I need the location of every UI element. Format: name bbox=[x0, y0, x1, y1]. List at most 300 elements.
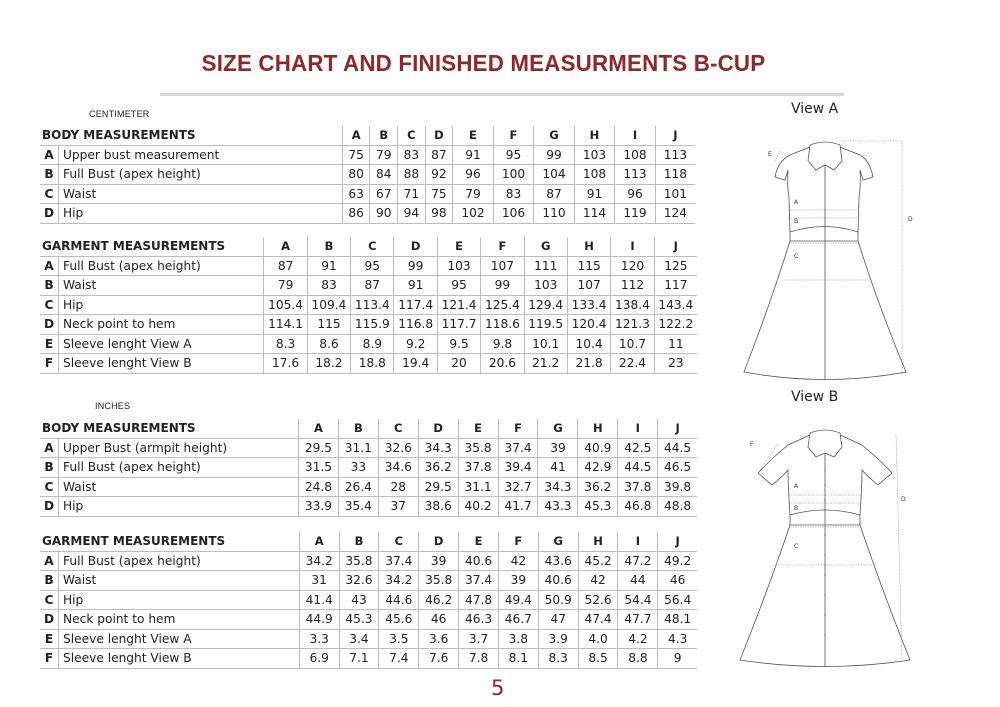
size-column-header: D bbox=[418, 419, 458, 438]
measurement-cell: 38.6 bbox=[418, 497, 458, 517]
size-column-header: F bbox=[498, 419, 538, 438]
row-label: Waist bbox=[59, 571, 300, 591]
measurement-cell: 47.8 bbox=[459, 590, 499, 610]
body-measurements-in-table bbox=[40, 419, 697, 517]
measurement-cell: 3.3 bbox=[299, 629, 339, 649]
size-column-header: D bbox=[394, 237, 437, 256]
row-label: Waist bbox=[59, 184, 343, 204]
measurement-cell: 7.1 bbox=[339, 649, 379, 669]
measurement-cell: 8.6 bbox=[307, 334, 350, 354]
measurement-cell: 95 bbox=[437, 276, 480, 296]
measurement-cell: 9 bbox=[658, 649, 697, 669]
measurement-cell: 143.4 bbox=[654, 295, 697, 315]
svg-text:B: B bbox=[794, 218, 799, 225]
measurement-cell: 118 bbox=[655, 165, 695, 185]
measurement-cell: 108 bbox=[574, 165, 615, 185]
measurement-cell: 18.8 bbox=[351, 354, 394, 374]
table-row bbox=[40, 334, 697, 354]
measurement-cell: 41 bbox=[538, 458, 578, 478]
measurement-cell: 103 bbox=[574, 145, 615, 165]
measurement-cell: 35.4 bbox=[338, 497, 378, 517]
row-code: B bbox=[40, 165, 59, 185]
measurement-cell: 45.6 bbox=[379, 610, 419, 630]
measurement-cell: 98 bbox=[425, 204, 453, 224]
table-row bbox=[40, 610, 697, 630]
section-heading: GARMENT MEASUREMENTS bbox=[40, 532, 299, 551]
measurement-cell: 79 bbox=[453, 184, 494, 204]
measurement-cell: 119 bbox=[615, 204, 656, 224]
row-code: D bbox=[40, 315, 59, 335]
measurement-cell: 31.1 bbox=[338, 438, 378, 458]
table-row bbox=[40, 315, 697, 335]
measurement-cell: 42 bbox=[498, 551, 538, 571]
measurement-cell: 138.4 bbox=[611, 295, 654, 315]
measurement-cell: 95 bbox=[493, 145, 534, 165]
measurement-cell: 7.8 bbox=[459, 649, 499, 669]
measurement-cell: 103 bbox=[437, 256, 480, 276]
measurement-cell: 4.2 bbox=[618, 629, 658, 649]
measurement-cell: 6.9 bbox=[299, 649, 339, 669]
measurement-cell: 110 bbox=[534, 204, 575, 224]
row-label: Sleeve lenght View B bbox=[59, 354, 264, 374]
measurement-cell: 46.8 bbox=[618, 497, 658, 517]
measurement-cell: 75 bbox=[425, 184, 453, 204]
table-header-row bbox=[40, 532, 697, 551]
measurement-cell: 21.2 bbox=[524, 354, 567, 374]
measurement-cell: 56.4 bbox=[658, 590, 697, 610]
measurement-cell: 32.7 bbox=[498, 477, 538, 497]
size-column-header: I bbox=[615, 126, 656, 145]
measurement-cell: 18.2 bbox=[307, 354, 350, 374]
measurement-cell: 33.9 bbox=[298, 497, 338, 517]
measurement-cell: 83 bbox=[307, 276, 350, 296]
measurement-cell: 87 bbox=[264, 256, 307, 276]
size-column-header: J bbox=[658, 532, 697, 551]
row-label: Hip bbox=[59, 204, 343, 224]
measurement-cell: 88 bbox=[398, 165, 426, 185]
row-label: Neck point to hem bbox=[59, 315, 264, 335]
size-column-header: C bbox=[398, 126, 426, 145]
measurement-cell: 34.3 bbox=[538, 477, 578, 497]
size-column-header: I bbox=[611, 237, 654, 256]
measurement-cell: 113 bbox=[655, 145, 695, 165]
row-code: F bbox=[40, 649, 59, 669]
size-column-header: B bbox=[370, 126, 398, 145]
measurement-cell: 26.4 bbox=[338, 477, 378, 497]
measurement-cell: 91 bbox=[453, 145, 494, 165]
dress-view-b-diagram bbox=[730, 415, 920, 670]
measurement-cell: 40.9 bbox=[578, 438, 618, 458]
measurement-cell: 99 bbox=[534, 145, 575, 165]
table-row bbox=[40, 184, 695, 204]
size-column-header: J bbox=[655, 126, 695, 145]
measurement-cell: 115 bbox=[567, 256, 610, 276]
measurement-cell: 129.4 bbox=[524, 295, 567, 315]
row-label: Full Bust (apex height) bbox=[59, 551, 300, 571]
measurement-cell: 122.2 bbox=[654, 315, 697, 335]
table-row bbox=[40, 438, 697, 458]
measurement-cell: 120 bbox=[611, 256, 654, 276]
measurement-cell: 95 bbox=[351, 256, 394, 276]
measurement-cell: 36.2 bbox=[578, 477, 618, 497]
measurement-cell: 44.6 bbox=[379, 590, 419, 610]
row-label: Sleeve lenght View B bbox=[59, 649, 300, 669]
measurement-cell: 3.4 bbox=[339, 629, 379, 649]
svg-text:D: D bbox=[908, 216, 913, 223]
row-code: D bbox=[40, 497, 59, 517]
row-code: E bbox=[40, 334, 59, 354]
size-column-header: I bbox=[618, 419, 658, 438]
table-row bbox=[40, 458, 697, 478]
row-label: Hip bbox=[59, 590, 300, 610]
measurement-cell: 46.7 bbox=[498, 610, 538, 630]
table-row bbox=[40, 256, 697, 276]
measurement-cell: 121.3 bbox=[611, 315, 654, 335]
measurement-cell: 35.8 bbox=[458, 438, 498, 458]
size-column-header: B bbox=[307, 237, 350, 256]
measurement-cell: 114.1 bbox=[264, 315, 307, 335]
measurement-cell: 8.3 bbox=[264, 334, 307, 354]
garment-measurements-in-table bbox=[40, 532, 697, 669]
view-a-label: View A bbox=[791, 101, 839, 117]
measurement-cell: 84 bbox=[370, 165, 398, 185]
measurement-cell: 3.9 bbox=[538, 629, 578, 649]
measurement-cell: 35.8 bbox=[419, 571, 459, 591]
row-code: B bbox=[40, 276, 59, 296]
measurement-cell: 47.4 bbox=[578, 610, 618, 630]
measurement-cell: 3.7 bbox=[459, 629, 499, 649]
measurement-cell: 31.5 bbox=[298, 458, 338, 478]
measurement-cell: 43.6 bbox=[538, 551, 578, 571]
measurement-cell: 40.2 bbox=[458, 497, 498, 517]
measurement-cell: 101 bbox=[655, 184, 695, 204]
row-label: Full Bust (apex height) bbox=[59, 458, 299, 478]
row-label: Hip bbox=[59, 497, 299, 517]
svg-text:A: A bbox=[794, 199, 799, 206]
measurement-cell: 22.4 bbox=[611, 354, 654, 374]
section-heading: BODY MEASUREMENTS bbox=[40, 126, 342, 145]
measurement-cell: 99 bbox=[481, 276, 524, 296]
measurement-cell: 45.2 bbox=[578, 551, 618, 571]
size-column-header: C bbox=[379, 532, 419, 551]
svg-text:F: F bbox=[750, 441, 754, 448]
table-row bbox=[40, 354, 697, 374]
svg-text:B: B bbox=[794, 505, 799, 512]
measurement-cell: 116.8 bbox=[394, 315, 437, 335]
measurement-cell: 31 bbox=[299, 571, 339, 591]
size-column-header: E bbox=[458, 419, 498, 438]
measurement-cell: 20.6 bbox=[481, 354, 524, 374]
measurement-cell: 117.4 bbox=[394, 295, 437, 315]
measurement-cell: 44 bbox=[618, 571, 658, 591]
table-row bbox=[40, 165, 695, 185]
row-label: Full Bust (apex height) bbox=[59, 165, 343, 185]
row-code: B bbox=[40, 571, 59, 591]
measurement-cell: 29.5 bbox=[418, 477, 458, 497]
measurement-cell: 33 bbox=[338, 458, 378, 478]
measurement-cell: 118.6 bbox=[481, 315, 524, 335]
row-label: Sleeve lenght View A bbox=[59, 334, 264, 354]
measurement-cell: 87 bbox=[425, 145, 453, 165]
measurement-cell: 49.4 bbox=[498, 590, 538, 610]
measurement-cell: 44.9 bbox=[299, 610, 339, 630]
measurement-cell: 109.4 bbox=[307, 295, 350, 315]
measurement-cell: 117.7 bbox=[437, 315, 480, 335]
measurement-cell: 86 bbox=[342, 204, 370, 224]
svg-text:C: C bbox=[794, 543, 799, 550]
marker-e: E bbox=[768, 151, 772, 158]
svg-text:C: C bbox=[794, 253, 799, 260]
measurement-cell: 42 bbox=[578, 571, 618, 591]
row-label: Sleeve lenght View A bbox=[59, 629, 300, 649]
row-label: Upper Bust (armpit height) bbox=[59, 438, 299, 458]
measurement-cell: 119.5 bbox=[524, 315, 567, 335]
size-column-header: B bbox=[338, 419, 378, 438]
svg-text:A: A bbox=[794, 483, 799, 490]
measurement-cell: 121.4 bbox=[437, 295, 480, 315]
table-row bbox=[40, 204, 695, 224]
measurement-cell: 111 bbox=[524, 256, 567, 276]
measurement-cell: 113.4 bbox=[351, 295, 394, 315]
row-code: C bbox=[40, 590, 59, 610]
measurement-cell: 87 bbox=[534, 184, 575, 204]
measurement-cell: 37.4 bbox=[498, 438, 538, 458]
measurement-cell: 46.5 bbox=[658, 458, 697, 478]
measurement-cell: 115 bbox=[307, 315, 350, 335]
size-column-header: E bbox=[437, 237, 480, 256]
measurement-cell: 45.3 bbox=[578, 497, 618, 517]
measurement-cell: 4.3 bbox=[658, 629, 697, 649]
table-row bbox=[40, 590, 697, 610]
size-column-header: J bbox=[658, 419, 697, 438]
table-row bbox=[40, 551, 697, 571]
measurement-cell: 8.5 bbox=[578, 649, 618, 669]
measurement-cell: 19.4 bbox=[394, 354, 437, 374]
measurement-cell: 103 bbox=[524, 276, 567, 296]
row-code: B bbox=[40, 458, 59, 478]
row-code: A bbox=[40, 145, 59, 165]
measurement-cell: 37.4 bbox=[459, 571, 499, 591]
measurement-cell: 79 bbox=[370, 145, 398, 165]
measurement-cell: 32.6 bbox=[339, 571, 379, 591]
measurement-cell: 41.4 bbox=[299, 590, 339, 610]
measurement-cell: 80 bbox=[342, 165, 370, 185]
measurement-cell: 10.1 bbox=[524, 334, 567, 354]
measurement-cell: 40.6 bbox=[538, 571, 578, 591]
row-code: E bbox=[40, 629, 59, 649]
measurement-cell: 125.4 bbox=[481, 295, 524, 315]
measurement-cell: 44.5 bbox=[658, 438, 697, 458]
measurement-cell: 120.4 bbox=[567, 315, 610, 335]
size-column-header: A bbox=[264, 237, 307, 256]
page-number: 5 bbox=[491, 676, 505, 700]
measurement-cell: 49.2 bbox=[658, 551, 697, 571]
measurement-cell: 3.8 bbox=[498, 629, 538, 649]
table-header-row bbox=[40, 419, 697, 438]
measurement-cell: 10.7 bbox=[611, 334, 654, 354]
measurement-cell: 45.3 bbox=[339, 610, 379, 630]
table-header-row bbox=[40, 237, 697, 256]
title-divider bbox=[160, 93, 844, 96]
measurement-cell: 124 bbox=[655, 204, 695, 224]
measurement-cell: 104 bbox=[534, 165, 575, 185]
measurement-cell: 91 bbox=[307, 256, 350, 276]
measurement-cell: 46.3 bbox=[459, 610, 499, 630]
measurement-cell: 10.4 bbox=[567, 334, 610, 354]
measurement-cell: 107 bbox=[567, 276, 610, 296]
measurement-cell: 8.1 bbox=[498, 649, 538, 669]
measurement-cell: 9.5 bbox=[437, 334, 480, 354]
measurement-cell: 63 bbox=[342, 184, 370, 204]
measurement-cell: 42.5 bbox=[618, 438, 658, 458]
size-column-header: E bbox=[453, 126, 494, 145]
measurement-cell: 43.3 bbox=[538, 497, 578, 517]
measurement-cell: 23 bbox=[654, 354, 697, 374]
measurement-cell: 47.2 bbox=[618, 551, 658, 571]
unit-label-inches: INCHES bbox=[95, 401, 131, 411]
measurement-cell: 37.8 bbox=[618, 477, 658, 497]
measurement-cell: 42.9 bbox=[578, 458, 618, 478]
measurement-cell: 83 bbox=[493, 184, 534, 204]
measurement-cell: 46 bbox=[419, 610, 459, 630]
measurement-cell: 105.4 bbox=[264, 295, 307, 315]
row-code: A bbox=[40, 438, 59, 458]
measurement-cell: 31.1 bbox=[458, 477, 498, 497]
view-b-label: View B bbox=[791, 389, 839, 405]
unit-label-centimeter: CENTIMETER bbox=[89, 109, 150, 119]
measurement-cell: 34.2 bbox=[379, 571, 419, 591]
measurement-cell: 83 bbox=[398, 145, 426, 165]
row-label: Full Bust (apex height) bbox=[59, 256, 264, 276]
measurement-cell: 36.2 bbox=[418, 458, 458, 478]
measurement-cell: 99 bbox=[394, 256, 437, 276]
measurement-cell: 9.2 bbox=[394, 334, 437, 354]
size-column-header: A bbox=[298, 419, 338, 438]
measurement-cell: 39 bbox=[538, 438, 578, 458]
measurement-cell: 24.8 bbox=[298, 477, 338, 497]
size-column-header: G bbox=[538, 532, 578, 551]
measurement-cell: 29.5 bbox=[298, 438, 338, 458]
measurement-cell: 8.9 bbox=[351, 334, 394, 354]
measurement-cell: 107 bbox=[481, 256, 524, 276]
svg-text:D: D bbox=[901, 496, 906, 503]
measurement-cell: 39.4 bbox=[498, 458, 538, 478]
measurement-cell: 48.8 bbox=[658, 497, 697, 517]
measurement-cell: 67 bbox=[370, 184, 398, 204]
measurement-cell: 20 bbox=[437, 354, 480, 374]
size-column-header: A bbox=[299, 532, 339, 551]
measurement-cell: 52.6 bbox=[578, 590, 618, 610]
measurement-cell: 46.2 bbox=[419, 590, 459, 610]
size-column-header: F bbox=[498, 532, 538, 551]
size-column-header: H bbox=[578, 419, 618, 438]
table-row bbox=[40, 571, 697, 591]
measurement-cell: 44.5 bbox=[618, 458, 658, 478]
size-column-header: G bbox=[524, 237, 567, 256]
table-row bbox=[40, 295, 697, 315]
measurement-cell: 43 bbox=[339, 590, 379, 610]
table-row bbox=[40, 629, 697, 649]
measurement-cell: 34.2 bbox=[299, 551, 339, 571]
measurement-cell: 114 bbox=[574, 204, 615, 224]
size-column-header: F bbox=[481, 237, 524, 256]
measurement-cell: 96 bbox=[453, 165, 494, 185]
measurement-cell: 79 bbox=[264, 276, 307, 296]
measurement-cell: 46 bbox=[658, 571, 697, 591]
measurement-cell: 91 bbox=[394, 276, 437, 296]
row-code: A bbox=[40, 551, 59, 571]
row-code: D bbox=[40, 204, 59, 224]
measurement-cell: 133.4 bbox=[567, 295, 610, 315]
table-row bbox=[40, 497, 697, 517]
row-code: C bbox=[40, 184, 59, 204]
size-column-header: H bbox=[567, 237, 610, 256]
table-row bbox=[40, 649, 697, 669]
measurement-cell: 7.4 bbox=[379, 649, 419, 669]
size-column-header: F bbox=[493, 126, 534, 145]
measurement-cell: 37 bbox=[378, 497, 418, 517]
row-label: Hip bbox=[59, 295, 264, 315]
size-column-header: H bbox=[574, 126, 615, 145]
measurement-cell: 39 bbox=[419, 551, 459, 571]
measurement-cell: 102 bbox=[453, 204, 494, 224]
measurement-cell: 34.3 bbox=[418, 438, 458, 458]
size-column-header: A bbox=[342, 126, 370, 145]
page-title: SIZE CHART AND FINISHED MEASURMENTS B-CUP bbox=[201, 50, 766, 76]
body-measurements-cm-table bbox=[40, 126, 695, 224]
measurement-cell: 8.8 bbox=[618, 649, 658, 669]
measurement-cell: 96 bbox=[615, 184, 656, 204]
measurement-cell: 87 bbox=[351, 276, 394, 296]
measurement-cell: 112 bbox=[611, 276, 654, 296]
row-code: C bbox=[40, 477, 59, 497]
size-column-header: I bbox=[618, 532, 658, 551]
measurement-cell: 75 bbox=[342, 145, 370, 165]
size-column-header: C bbox=[378, 419, 418, 438]
measurement-cell: 125 bbox=[654, 256, 697, 276]
size-column-header: G bbox=[534, 126, 575, 145]
measurement-cell: 28 bbox=[378, 477, 418, 497]
size-column-header: H bbox=[578, 532, 618, 551]
measurement-cell: 39 bbox=[498, 571, 538, 591]
size-column-header: G bbox=[538, 419, 578, 438]
table-row bbox=[40, 276, 697, 296]
row-code: C bbox=[40, 295, 59, 315]
size-column-header: B bbox=[339, 532, 379, 551]
row-label: Upper bust measurement bbox=[59, 145, 343, 165]
size-column-header: E bbox=[459, 532, 499, 551]
measurement-cell: 115.9 bbox=[351, 315, 394, 335]
measurement-cell: 39.8 bbox=[658, 477, 697, 497]
measurement-cell: 35.8 bbox=[339, 551, 379, 571]
measurement-cell: 37.8 bbox=[458, 458, 498, 478]
size-column-header: D bbox=[419, 532, 459, 551]
measurement-cell: 4.0 bbox=[578, 629, 618, 649]
measurement-cell: 11 bbox=[654, 334, 697, 354]
garment-measurements-cm-table bbox=[40, 237, 697, 374]
measurement-cell: 21.8 bbox=[567, 354, 610, 374]
measurement-cell: 32.6 bbox=[378, 438, 418, 458]
measurement-cell: 9.8 bbox=[481, 334, 524, 354]
measurement-cell: 50.9 bbox=[538, 590, 578, 610]
measurement-cell: 71 bbox=[398, 184, 426, 204]
measurement-cell: 48.1 bbox=[658, 610, 697, 630]
row-label: Neck point to hem bbox=[59, 610, 300, 630]
measurement-cell: 100 bbox=[493, 165, 534, 185]
measurement-cell: 94 bbox=[398, 204, 426, 224]
measurement-cell: 90 bbox=[370, 204, 398, 224]
section-heading: BODY MEASUREMENTS bbox=[40, 419, 298, 438]
